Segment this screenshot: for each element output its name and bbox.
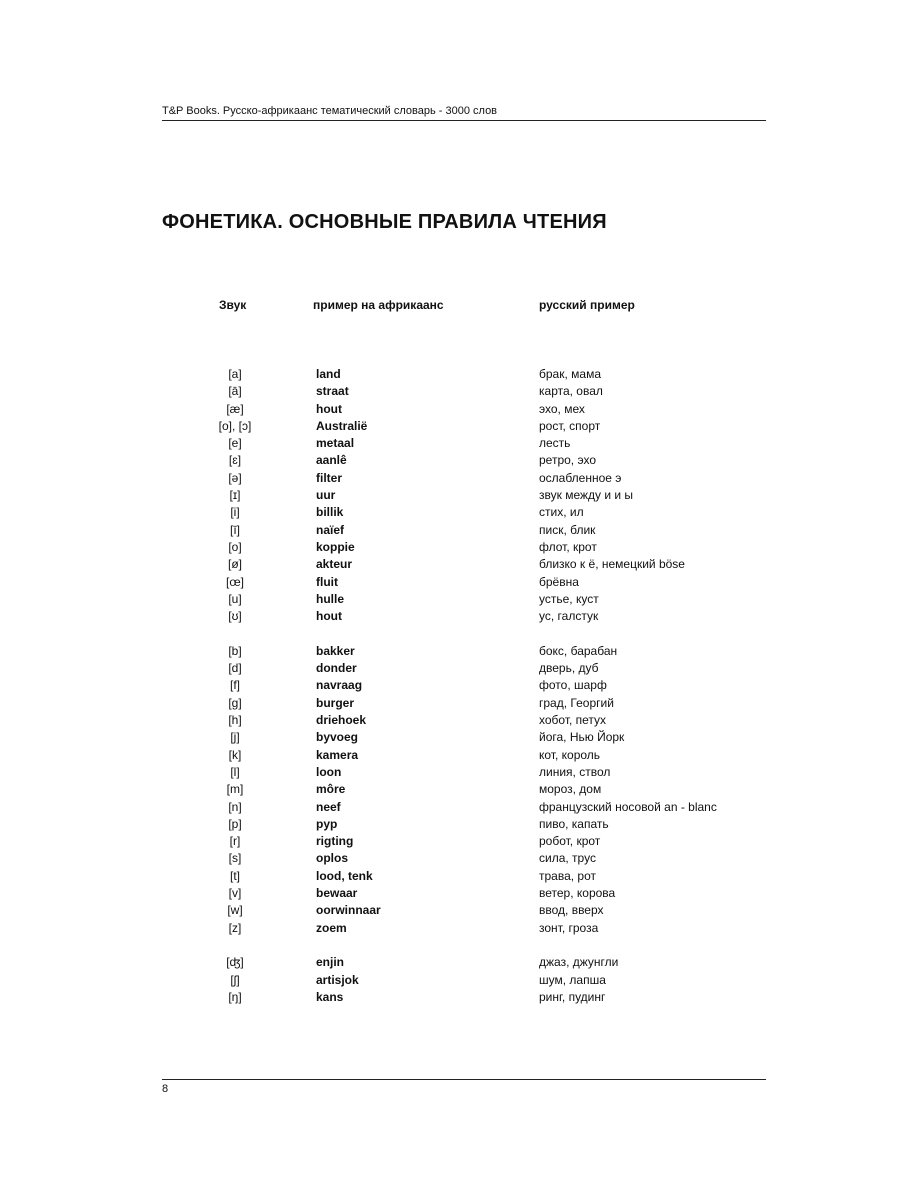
- afrikaans-example-cell: lood, tenk: [316, 868, 373, 883]
- russian-example-cell: французский носовой an - blanc: [539, 799, 717, 814]
- page-footer: [162, 1079, 766, 1095]
- table-row: [0, 419, 900, 436]
- russian-example-cell: ослабленное э: [539, 470, 622, 485]
- russian-example-cell: фото, шарф: [539, 678, 607, 693]
- sound-cell: [ā]: [228, 384, 242, 399]
- table-row: [0, 540, 900, 557]
- afrikaans-example-cell: artisjok: [316, 972, 359, 987]
- russian-example-cell: ус, галстук: [539, 609, 599, 624]
- sound-cell: [e]: [228, 436, 242, 451]
- russian-example-cell: град, Георгий: [539, 695, 614, 710]
- phonetics-table: [0, 367, 900, 1007]
- afrikaans-example-cell: naïef: [316, 522, 345, 537]
- afrikaans-example-cell: burger: [316, 695, 355, 710]
- afrikaans-example-cell: rigting: [316, 834, 354, 849]
- sound-cell: [ɪ]: [229, 488, 241, 503]
- afrikaans-example-cell: driehoek: [316, 713, 367, 728]
- sound-cell: [o], [ɔ]: [218, 418, 252, 433]
- sound-cell: [p]: [228, 816, 242, 831]
- russian-example-cell: флот, крот: [539, 539, 597, 554]
- table-row: [0, 713, 900, 730]
- russian-example-cell: бокс, барабан: [539, 643, 618, 658]
- sound-cell: [j]: [230, 730, 240, 745]
- table-row: [0, 523, 900, 540]
- table-row: [0, 436, 900, 453]
- afrikaans-example-cell: filter: [316, 470, 343, 485]
- sound-cell: [œ]: [226, 574, 244, 589]
- table-row: [0, 367, 900, 384]
- afrikaans-example-cell: neef: [316, 799, 341, 814]
- sound-cell: [b]: [228, 643, 242, 658]
- russian-example-cell: джаз, джунгли: [539, 955, 619, 970]
- russian-example-cell: робот, крот: [539, 834, 601, 849]
- afrikaans-example-cell: uur: [316, 488, 336, 503]
- russian-example-cell: кот, король: [539, 747, 601, 762]
- russian-example-cell: шум, лапша: [539, 972, 606, 987]
- russian-example-cell: ринг, пудинг: [539, 989, 606, 1004]
- sound-cell: [r]: [229, 834, 241, 849]
- afrikaans-example-cell: akteur: [316, 557, 353, 572]
- afrikaans-example-cell: loon: [316, 764, 342, 779]
- russian-example-cell: ветер, корова: [539, 886, 616, 900]
- russian-example-cell: сила, трус: [539, 851, 596, 866]
- sound-cell: [ø]: [228, 557, 242, 572]
- table-row: [0, 817, 900, 834]
- afrikaans-example-cell: koppie: [316, 539, 355, 554]
- table-row: [0, 990, 900, 1007]
- sound-cell: [u]: [228, 591, 242, 606]
- afrikaans-example-cell: fluit: [316, 574, 338, 589]
- afrikaans-example-cell: metaal: [316, 436, 355, 451]
- sound-cell: [ī]: [229, 522, 240, 537]
- table-row: [0, 644, 900, 661]
- table-row: [0, 453, 900, 470]
- table-row: [0, 869, 900, 886]
- russian-example-cell: хобот, петух: [539, 713, 607, 728]
- afrikaans-example-cell: bakker: [316, 643, 355, 658]
- table-row: [0, 402, 900, 419]
- russian-example-cell: зонт, гроза: [539, 920, 599, 935]
- table-row: [0, 800, 900, 817]
- table-row: [0, 955, 900, 972]
- russian-example-cell: ввод, вверх: [539, 903, 604, 918]
- sound-cell: [t]: [229, 868, 240, 883]
- table-row: [0, 488, 900, 505]
- afrikaans-example-cell: navraag: [316, 678, 363, 693]
- russian-example-cell: лесть: [539, 436, 571, 451]
- afrikaans-example-cell: oplos: [316, 851, 348, 866]
- afrikaans-example-cell: hout: [316, 609, 342, 624]
- afrikaans-example-cell: môre: [316, 782, 346, 797]
- sound-cell: [l]: [230, 764, 240, 779]
- afrikaans-example-cell: enjin: [316, 955, 345, 970]
- sound-cell: [a]: [228, 367, 242, 381]
- afrikaans-example-cell: kans: [316, 989, 344, 1004]
- sound-cell: [ʊ]: [228, 609, 242, 624]
- column-header-sound: Звук: [219, 298, 247, 312]
- russian-example-cell: брёвна: [539, 574, 579, 589]
- table-row: [0, 782, 900, 799]
- sound-cell: [g]: [228, 695, 242, 710]
- table-row: [0, 765, 900, 782]
- sound-cell: [ə]: [228, 470, 242, 485]
- table-row: [0, 696, 900, 713]
- sound-cell: [ʃ]: [230, 972, 240, 987]
- afrikaans-example-cell: aanlê: [316, 453, 347, 468]
- sound-cell: [ɛ]: [228, 453, 242, 468]
- sound-cell: [z]: [228, 920, 242, 935]
- table-row: [0, 973, 900, 990]
- russian-example-cell: рост, спорт: [539, 418, 601, 433]
- sound-cell: [k]: [228, 747, 242, 762]
- sound-cell: [s]: [228, 851, 242, 866]
- table-row: [0, 834, 900, 851]
- page-number: 8: [162, 1083, 169, 1095]
- table-row: [0, 575, 900, 592]
- table-row: [0, 678, 900, 695]
- table-row: [0, 748, 900, 765]
- table-row: [0, 921, 900, 938]
- sound-cell: [ŋ]: [228, 989, 242, 1004]
- afrikaans-example-cell: billik: [316, 505, 344, 520]
- table-row: [0, 903, 900, 920]
- russian-example-cell: пиво, капать: [539, 816, 609, 831]
- afrikaans-example-cell: Australië: [316, 418, 368, 433]
- russian-example-cell: звук между и и ы: [539, 488, 634, 503]
- afrikaans-example-cell: straat: [316, 384, 349, 399]
- sound-cell: [d]: [228, 661, 242, 676]
- sound-cell: [o]: [228, 539, 242, 554]
- russian-example-cell: ретро, эхо: [539, 453, 596, 468]
- sound-cell: [h]: [228, 713, 242, 728]
- russian-example-cell: эхо, мех: [539, 401, 585, 416]
- afrikaans-example-cell: bewaar: [316, 886, 358, 900]
- afrikaans-example-cell: hulle: [316, 591, 345, 606]
- russian-example-cell: брак, мама: [539, 367, 601, 381]
- sound-cell: [æ]: [226, 401, 244, 416]
- afrikaans-example-cell: byvoeg: [316, 730, 359, 745]
- page-title: ФОНЕТИКА. ОСНОВНЫЕ ПРАВИЛА ЧТЕНИЯ: [162, 211, 607, 233]
- table-row: [0, 609, 900, 626]
- table-row: [0, 384, 900, 401]
- sound-cell: [i]: [230, 505, 240, 520]
- afrikaans-example-cell: kamera: [316, 747, 359, 762]
- afrikaans-example-cell: hout: [316, 401, 342, 416]
- column-header-afrikaans: пример на африкаанс: [313, 298, 444, 312]
- table-row: [0, 592, 900, 609]
- sound-cell: [f]: [229, 678, 240, 693]
- afrikaans-example-cell: zoem: [316, 920, 347, 935]
- table-row: [0, 886, 900, 903]
- russian-example-cell: карта, овал: [539, 384, 603, 399]
- sound-cell: [v]: [228, 886, 242, 900]
- afrikaans-example-cell: oorwinnaar: [316, 903, 381, 918]
- russian-example-cell: трава, рот: [539, 868, 597, 883]
- russian-example-cell: стих, ил: [539, 505, 584, 520]
- russian-example-cell: мороз, дом: [539, 782, 602, 797]
- table-row: [0, 505, 900, 522]
- russian-example-cell: дверь, дуб: [539, 661, 599, 676]
- table-row: [0, 557, 900, 574]
- sound-cell: [m]: [226, 782, 244, 797]
- russian-example-cell: линия, ствол: [539, 764, 611, 779]
- sound-cell: [ʤ]: [226, 955, 244, 970]
- afrikaans-example-cell: pyp: [316, 816, 338, 831]
- afrikaans-example-cell: land: [316, 367, 341, 381]
- table-row: [0, 471, 900, 488]
- russian-example-cell: писк, блик: [539, 522, 596, 537]
- russian-example-cell: йога, Нью Йорк: [539, 730, 625, 745]
- sound-cell: [n]: [228, 799, 242, 814]
- sound-cell: [w]: [227, 903, 243, 918]
- table-row: [0, 851, 900, 868]
- table-row: [0, 730, 900, 747]
- russian-example-cell: близко к ё, немецкий böse: [539, 557, 685, 572]
- afrikaans-example-cell: donder: [316, 661, 357, 676]
- column-header-russian: русский пример: [539, 298, 635, 312]
- table-row: [0, 661, 900, 678]
- running-header: T&P Books. Русско-африкаанс тематический словарь - 3000 слов: [162, 104, 766, 121]
- russian-example-cell: устье, куст: [539, 591, 599, 606]
